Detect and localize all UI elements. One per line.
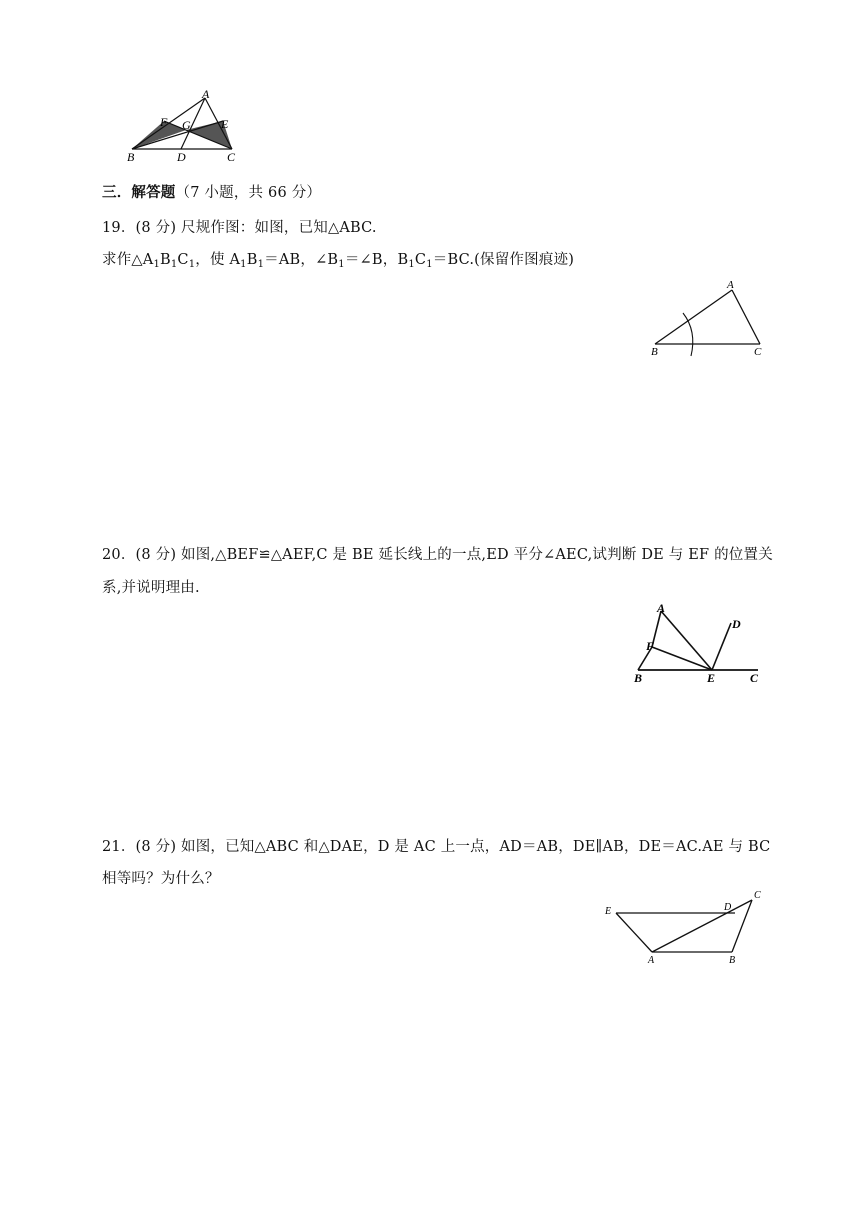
label-D: D <box>177 150 186 164</box>
label-E: E <box>221 117 229 131</box>
q20-line2: 系,并说明理由. <box>102 580 200 596</box>
label-C: C <box>754 890 761 901</box>
q21-line1: 21．(8 分) 如图，已知△ABC 和△DAE，D 是 AC 上一点，AD＝AB，DE∥AB，DE＝AC.AE 与 BC <box>102 839 771 855</box>
section-note: （7 小题，共 66 分） <box>175 185 322 201</box>
label-D: D <box>724 902 732 913</box>
q19-task: 求作$\triangle A_1B_1C_1$，使 $A_1B_1=AB$，$\angle B_1=\angle B$，$B_1C_1=BC$.(保留作图痕迹) <box>102 252 575 270</box>
label-A: A <box>657 601 666 615</box>
label-G: G <box>182 118 191 132</box>
q19-text: 19．(8 分) 尺规作图：如图，已知△ABC. <box>102 220 377 236</box>
label-E: E <box>707 671 716 685</box>
q20-figure <box>628 600 768 690</box>
label-B: B <box>634 671 643 685</box>
label-A: A <box>727 279 734 291</box>
q19-figure <box>645 276 770 360</box>
section-title: 三．解答题 <box>102 184 176 201</box>
label-E: E <box>605 906 612 917</box>
label-F: F <box>646 639 655 653</box>
label-A: A <box>648 955 655 966</box>
label-B: B <box>729 955 736 966</box>
label-B: B <box>651 346 658 358</box>
label-D: D <box>732 617 741 631</box>
label-C: C <box>750 671 759 685</box>
label-C: C <box>754 346 762 358</box>
construction-arc <box>683 313 693 356</box>
q20-line1: 20．(8 分) 如图,△BEF≌△AEF,C 是 BE 延长线上的一点,ED 平分∠AEC,试判断 DE 与 EF 的位置关 <box>102 547 773 563</box>
label-A: A <box>202 88 210 101</box>
label-B: B <box>127 150 135 164</box>
q21-line2: 相等吗？为什么？ <box>102 871 220 887</box>
section-heading <box>102 181 321 202</box>
q21-figure <box>600 888 770 968</box>
label-F: F <box>160 115 168 129</box>
label-C: C <box>227 150 236 164</box>
figure-triangle-shaded <box>120 88 250 166</box>
